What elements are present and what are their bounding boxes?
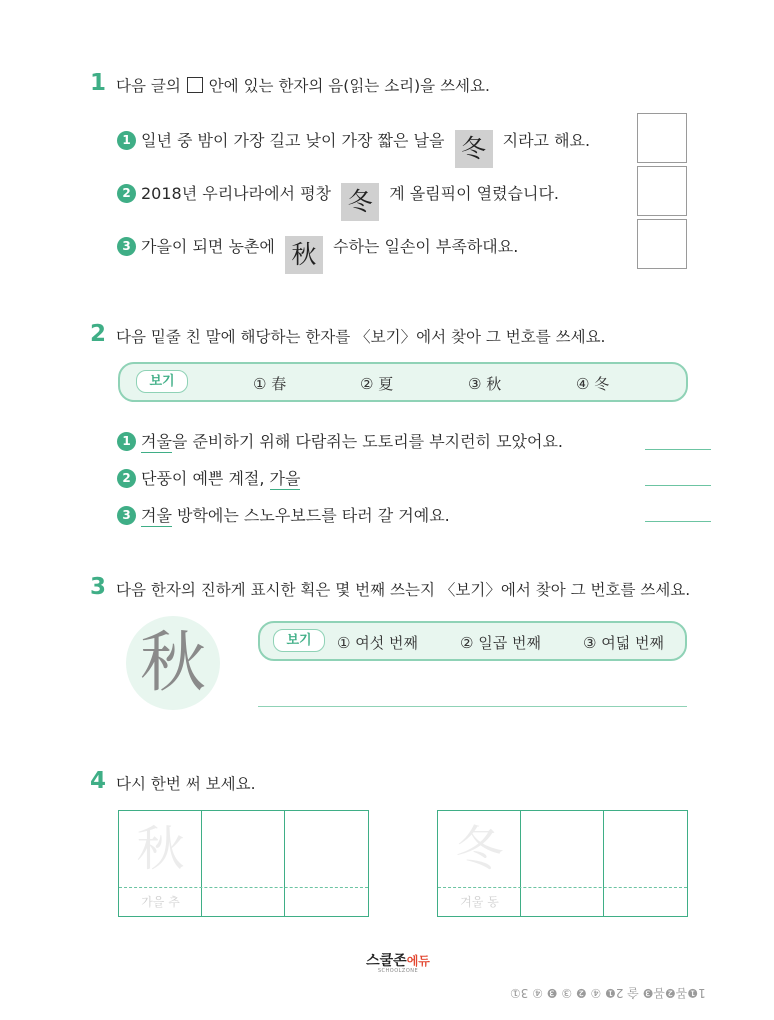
hanja-reading-label: 겨울 동 [460, 895, 499, 909]
item-number-badge: 1 [117, 432, 136, 451]
item-number-badge: 3 [117, 506, 136, 525]
writing-cell[interactable] [202, 811, 285, 916]
bogi-box-2 [258, 621, 687, 661]
option-hanja: 夏 [378, 375, 394, 393]
question-1-text-before: 다음 글의 [116, 77, 181, 95]
ghost-hanja: 冬 [455, 821, 504, 877]
item-number-badge: 1 [117, 131, 136, 150]
q1-item-2 [117, 181, 559, 221]
question-1-number: 1 [90, 70, 107, 96]
option-mark: ③ [468, 375, 482, 393]
guide-dashed-line [119, 887, 368, 888]
schoolzone-logo [358, 950, 438, 974]
underlined-word: 겨울 [141, 432, 172, 451]
question-1-text-after: 안에 있는 한자의 음(읽는 소리)을 쓰세요. [208, 77, 490, 95]
q1-item-1 [117, 128, 590, 168]
q2-item-2-prefix: 단풍이 예쁜 계절, [141, 469, 265, 488]
answer-box-1[interactable] [637, 113, 687, 163]
q2-item-1 [117, 429, 563, 452]
question-1-text [116, 74, 490, 96]
guide-dashed-line [438, 887, 687, 888]
writing-cell[interactable] [521, 811, 604, 916]
bogi-option-1: ① 여섯 번째 [337, 634, 418, 652]
bogi-option-3: ③ 여덟 번째 [583, 634, 664, 652]
bogi-label: 보기 [273, 629, 325, 652]
question-2-text: 다음 밑줄 친 말에 해당하는 한자를 〈보기〉에서 찾아 그 번호를 쓰세요. [116, 328, 606, 346]
bogi-option-3 [468, 373, 501, 394]
answer-line-3[interactable] [645, 521, 711, 522]
q1-item-1-before: 일년 중 밤이 가장 길고 낮이 가장 짧은 날을 [141, 131, 445, 150]
writing-grid-1 [118, 810, 369, 917]
answer-line-2[interactable] [645, 485, 711, 486]
ghost-hanja: 秋 [136, 821, 185, 877]
q1-item-2-before: 2018년 우리나라에서 평창 [141, 184, 331, 203]
writing-cell[interactable] [285, 811, 368, 916]
hanja-reading-label: 가을 추 [141, 895, 180, 909]
logo-text-a: 스쿨존 [366, 953, 407, 969]
stroke-order-hanja: 秋 [140, 624, 206, 701]
writing-cell[interactable] [604, 811, 687, 916]
option-mark: ① [253, 375, 267, 393]
q2-item-3-rest: 방학에는 스노우보드를 타러 갈 거예요. [177, 506, 450, 525]
writing-cell[interactable] [119, 811, 202, 916]
option-hanja: 秋 [486, 375, 502, 393]
logo-subtext: SCHOOLZONE [377, 968, 419, 974]
hanja-box: 冬 [341, 183, 379, 221]
answer-box-2[interactable] [637, 166, 687, 216]
q2-item-2 [117, 466, 300, 489]
option-mark: ② [360, 375, 374, 393]
question-3-text: 다음 한자의 진하게 표시한 획은 몇 번째 쓰는지 〈보기〉에서 찾아 그 번호를 쓰세요. [116, 581, 691, 599]
item-number-badge: 2 [117, 184, 136, 203]
item-number-badge: 2 [117, 469, 136, 488]
question-2-number: 2 [90, 321, 107, 347]
bogi-option-1 [253, 373, 286, 394]
bogi-box [118, 362, 688, 402]
option-mark: ④ [576, 375, 590, 393]
writing-cell[interactable] [438, 811, 521, 916]
question-3-number: 3 [90, 574, 107, 600]
q1-item-3-after: 수하는 일손이 부족하대요. [333, 237, 519, 256]
option-hanja: 冬 [594, 375, 610, 393]
logo-text-b: 에듀 [406, 954, 430, 968]
question-4-number: 4 [90, 768, 107, 794]
q1-item-1-after: 지라고 해요. [502, 131, 591, 150]
answer-box-3[interactable] [637, 219, 687, 269]
hanja-box: 冬 [455, 130, 493, 168]
writing-grid-2 [437, 810, 688, 917]
hanja-circle [126, 616, 220, 710]
hanja-box: 秋 [285, 236, 323, 274]
question-4-text: 다시 한번 써 보세요. [116, 775, 256, 793]
underlined-word: 겨울 [141, 506, 172, 525]
q1-item-2-after: 계 올림픽이 열렸습니다. [389, 184, 560, 203]
item-number-badge: 3 [117, 237, 136, 256]
q1-item-3 [117, 234, 518, 274]
bogi-label: 보기 [136, 370, 188, 393]
upside-down-answers: 1❶몸❷몸❸ 술 2❶ ④ ❷ ③ ❸ ④ 3① [510, 986, 706, 1000]
underlined-word: 가을 [269, 469, 301, 488]
answer-line-1[interactable] [645, 449, 711, 450]
bogi-option-2 [360, 373, 393, 394]
q2-item-3 [117, 503, 450, 526]
q1-item-3-before: 가을이 되면 농촌에 [141, 237, 275, 256]
blank-square-icon [187, 77, 203, 93]
option-hanja: 春 [271, 375, 287, 393]
q2-item-1-rest: 을 준비하기 위해 다람쥐는 도토리를 부지런히 모았어요. [171, 432, 564, 451]
answer-line-q3[interactable] [258, 706, 687, 707]
bogi-option-2: ② 일곱 번째 [460, 634, 541, 652]
bogi-option-4 [576, 373, 609, 394]
